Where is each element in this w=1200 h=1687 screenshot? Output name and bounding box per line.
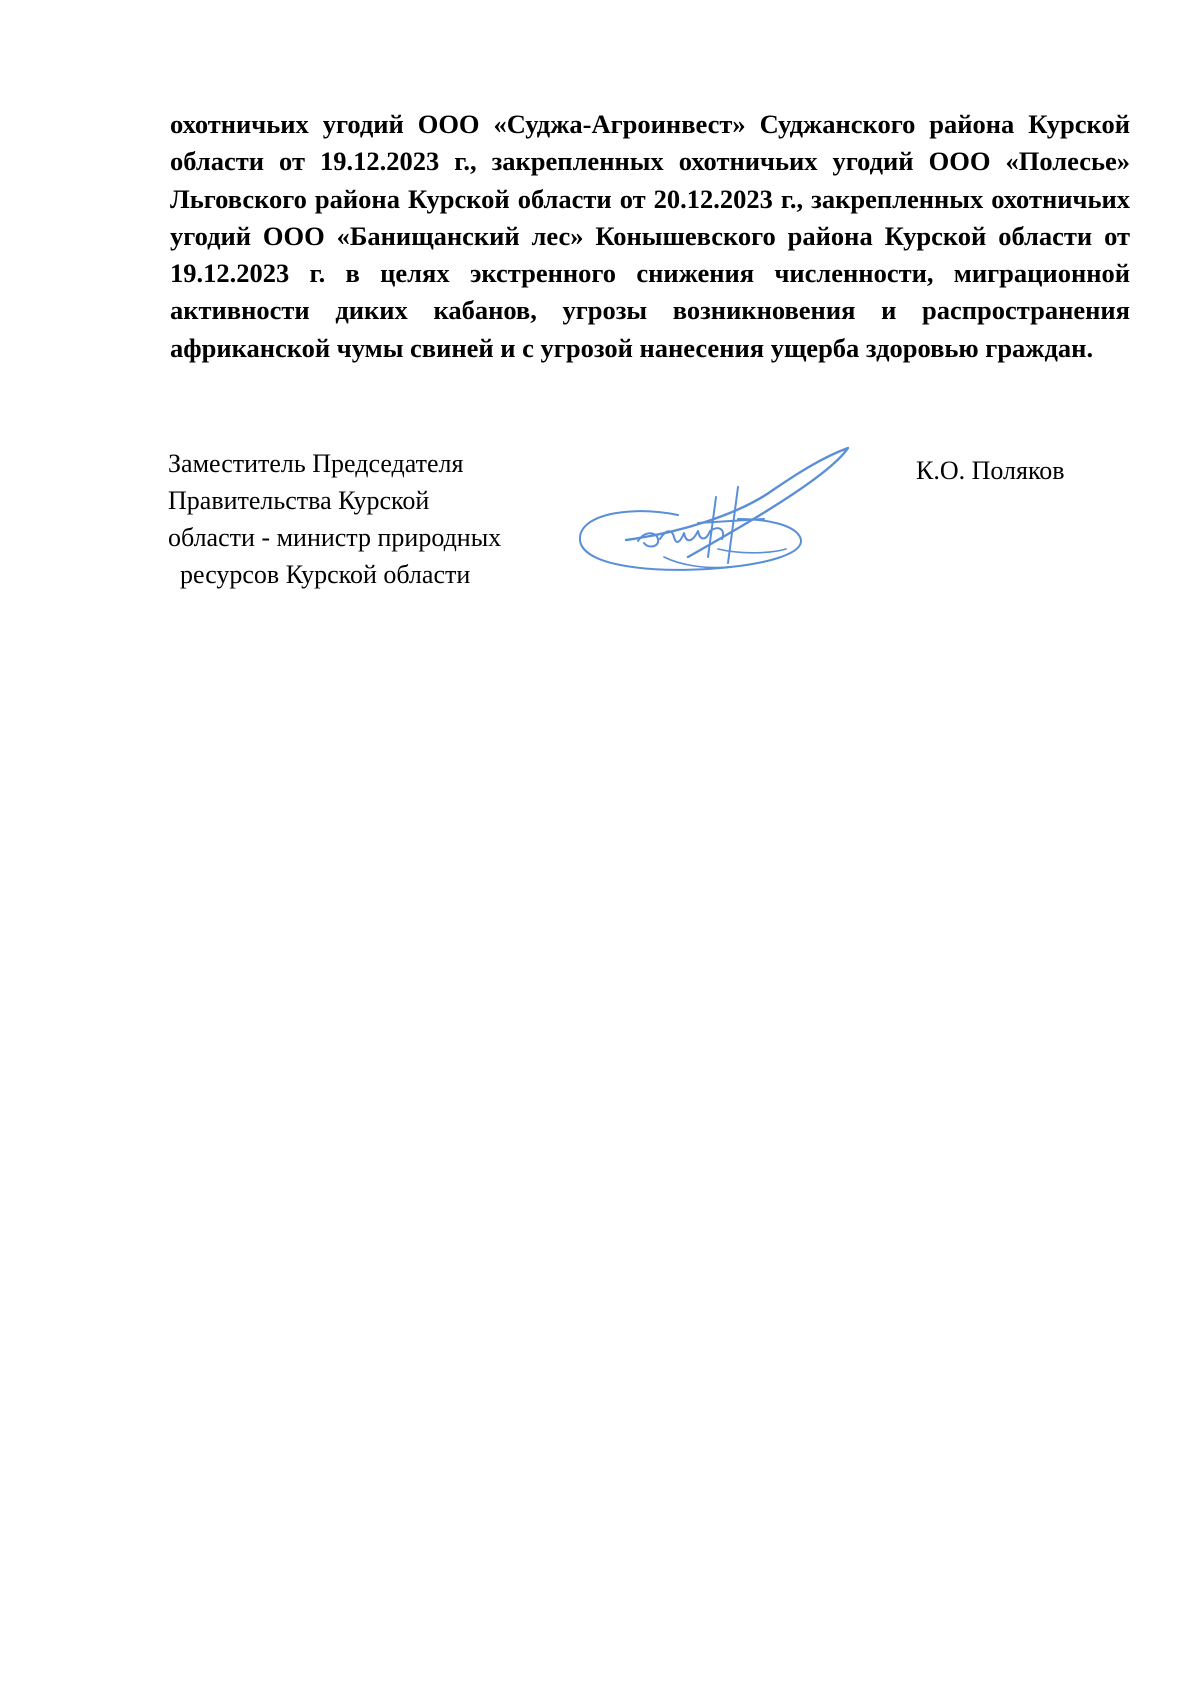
signer-title-line: Заместитель Председателя xyxy=(168,449,464,478)
handwritten-signature xyxy=(568,445,858,585)
signer-title-line: ресурсов Курской области xyxy=(180,560,471,589)
signer-name: К.О. Поляков xyxy=(916,456,1065,485)
signer-title xyxy=(168,445,501,593)
signer-title-line: Правительства Курской xyxy=(168,486,430,515)
signer-title-line: области - министр природных xyxy=(168,523,502,552)
body-paragraph: охотничьих угодий ООО «Суджа-Агроинвест» Суджанского района Курской области от 19.12.2023 г., закрепленных охотничьих угодий ООО «Полесье» Льговского района Курской области от 20.12.2023 г., закрепленных охотничьих угодий ООО «Банищанский лес» Конышевского района Курской области от 19.12.2023 г. в целях экстренного снижения численности, миграционной активности диких кабанов, угрозы возникновения и распространения африканской чумы свиней и с угрозой нанесения ущерба здоровью граждан. xyxy=(170,109,1130,363)
